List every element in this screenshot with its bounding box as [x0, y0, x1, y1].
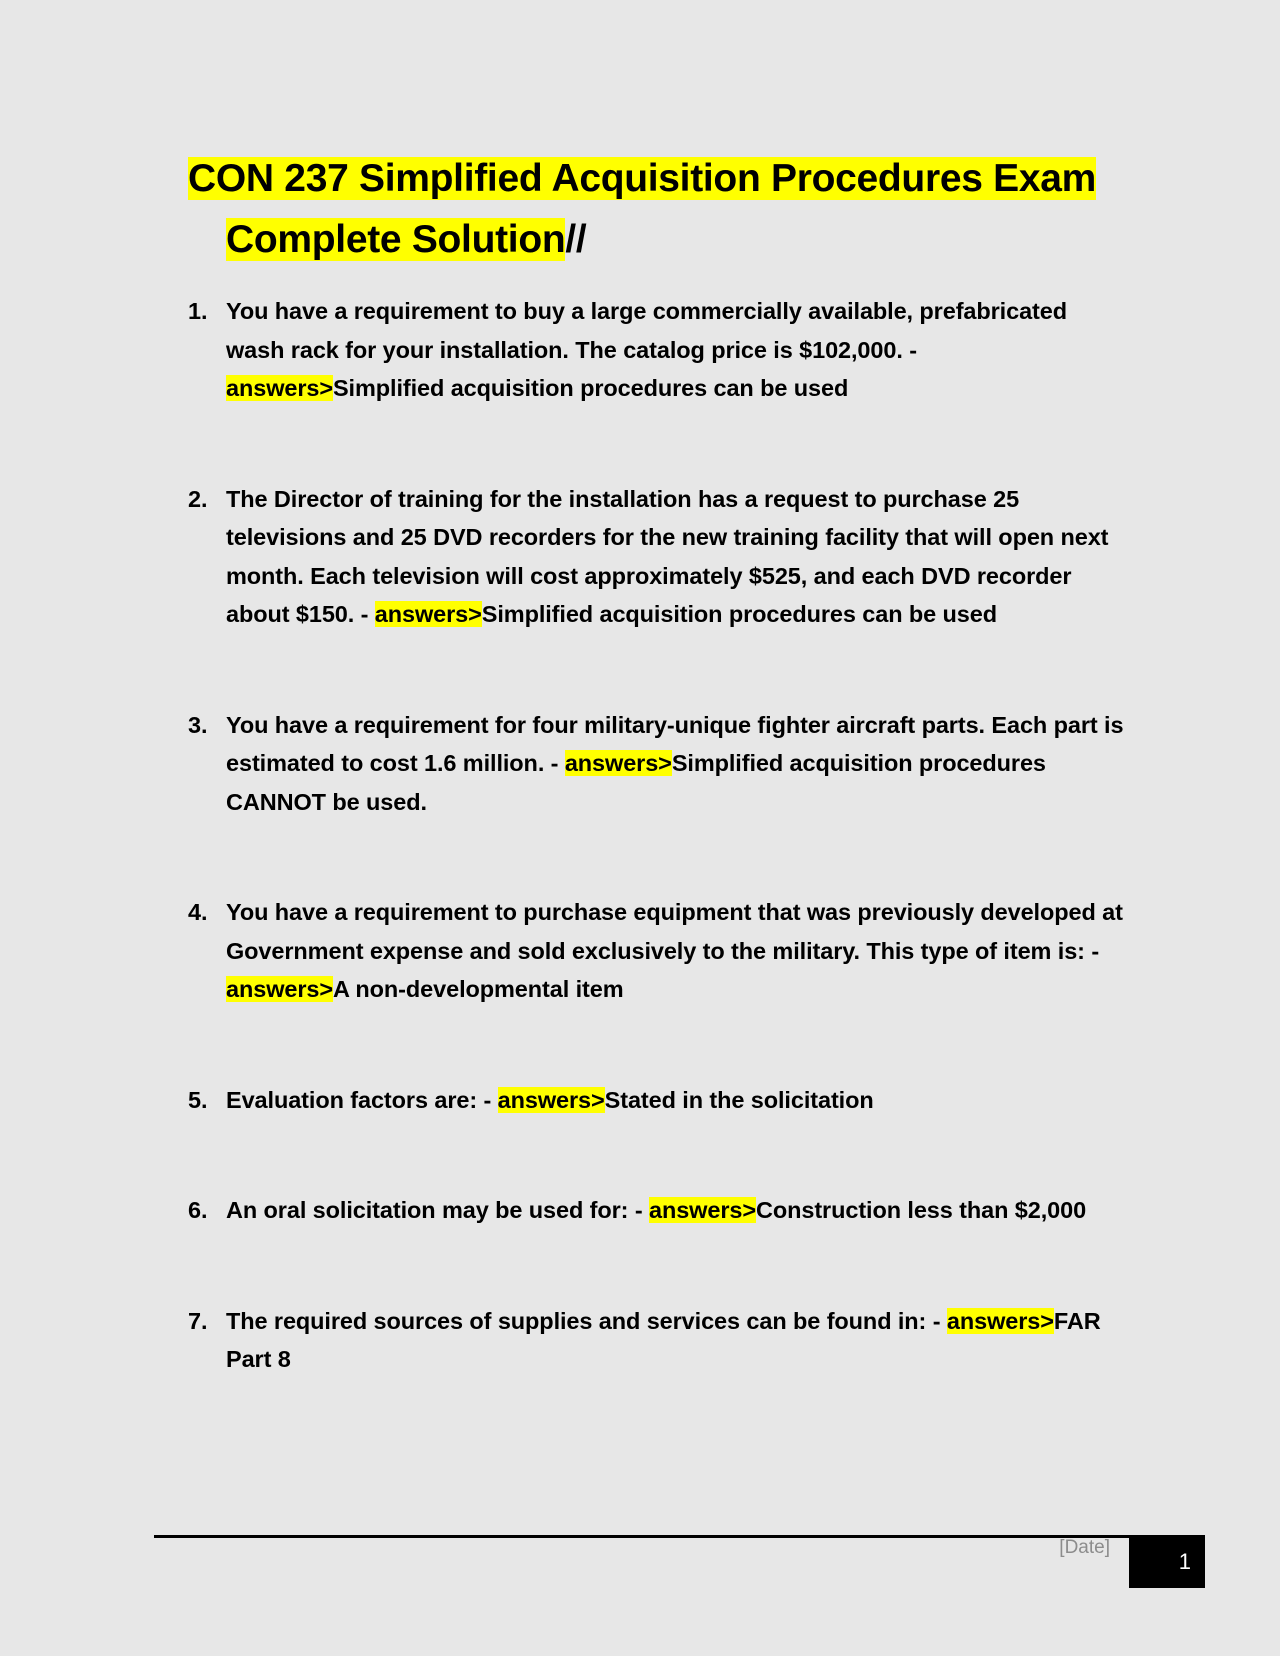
- answer-marker: answers>: [648, 1197, 756, 1223]
- document-body: [188, 148, 1128, 1379]
- question-number: 1.: [188, 298, 208, 324]
- question-item: [188, 893, 1128, 1009]
- question-item: [188, 480, 1128, 634]
- question-text: You have a requirement to purchase equipment that was previously developed at Government expense and sold exclusively to the military. This type of item is: -: [226, 899, 1123, 964]
- answer-text: Simplified acquisition procedures can be used: [481, 601, 997, 627]
- question-text: An oral solicitation may be used for: -: [226, 1197, 649, 1223]
- question-text: The Director of training for the installation has a request to purchase 25 televisions and 25 DVD recorders for the new training facility that will open next month. Each television will cost approximately $525, and each DVD recorder about $150. -: [226, 485, 1109, 627]
- footer-date: [Date]: [1059, 1537, 1110, 1558]
- question-number: 5.: [188, 1086, 208, 1113]
- page-number: 1: [1178, 1549, 1191, 1574]
- question-list: [188, 292, 1128, 1379]
- answer-text: A non-developmental item: [332, 976, 624, 1002]
- answer-marker: answers>: [564, 750, 672, 776]
- answer-marker: answers>: [497, 1086, 605, 1113]
- question-text: You have a requirement for four military-unique fighter aircraft parts. Each part is estimated to cost 1.6 million. -: [226, 711, 1124, 776]
- question-number: 4.: [188, 899, 208, 925]
- question-item: [188, 292, 1128, 408]
- answer-marker: answers>: [374, 601, 482, 627]
- title-highlighted-text: CON 237 Simplified Acquisition Procedures Exam Complete Solution: [188, 157, 1097, 261]
- question-number: 2.: [188, 485, 208, 512]
- answer-marker: answers>: [226, 976, 333, 1002]
- question-number: 3.: [188, 711, 208, 738]
- question-number: 6.: [188, 1197, 208, 1223]
- question-text: You have a requirement to buy a large commercially available, prefabricated wash rack for your installation. The catalog price is $102,000. -: [226, 298, 1068, 363]
- question-number: 7.: [188, 1307, 208, 1334]
- document-title: [188, 148, 1128, 270]
- question-item: [188, 1191, 1128, 1230]
- answer-text: Simplified acquisition procedures CANNOT be used.: [226, 750, 1046, 815]
- answer-text: Simplified acquisition procedures can be used: [332, 375, 849, 401]
- page-number-box: [1129, 1536, 1205, 1588]
- title-suffix: //: [565, 218, 587, 261]
- answer-text: FAR Part 8: [226, 1307, 1101, 1372]
- answer-marker: answers>: [946, 1307, 1054, 1334]
- answer-marker: answers>: [226, 375, 333, 401]
- question-item: [188, 706, 1128, 822]
- question-text: The required sources of supplies and services can be found in: -: [226, 1307, 947, 1334]
- question-item: [188, 1302, 1128, 1379]
- question-item: [188, 1081, 1128, 1120]
- question-text: Evaluation factors are: -: [226, 1086, 498, 1113]
- answer-text: Stated in the solicitation: [604, 1086, 874, 1113]
- answer-text: Construction less than $2,000: [755, 1197, 1087, 1223]
